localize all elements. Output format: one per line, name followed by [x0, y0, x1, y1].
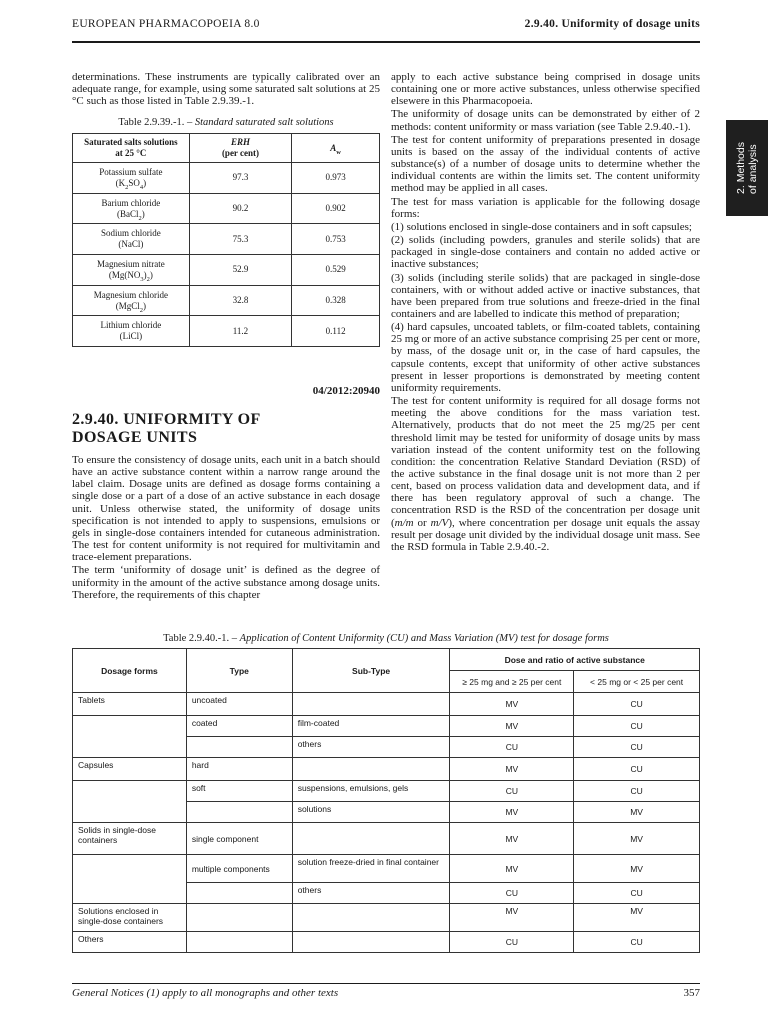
formula-subscript: 2	[125, 183, 129, 191]
table-row	[73, 163, 380, 194]
left-column-body	[72, 454, 380, 601]
salt-solutions-table	[72, 133, 380, 347]
salt-name-cell	[73, 163, 190, 194]
section-title	[72, 411, 380, 447]
formula-part: (Mg(NO	[108, 269, 141, 280]
cell-value: MV	[574, 823, 700, 855]
aw-column-header	[292, 134, 380, 163]
cell-empty	[73, 737, 187, 758]
rsd-text-or: or	[413, 516, 431, 529]
cell-single-component: single component	[186, 823, 292, 855]
formula-part: (NaCl)	[118, 239, 144, 250]
cell-empty	[73, 802, 187, 823]
salt-name: Barium chloride	[101, 197, 161, 208]
salt-name: Magnesium nitrate	[96, 258, 165, 269]
dose-ratio-header: Dose and ratio of active substance	[450, 649, 700, 671]
erh-column-header	[189, 134, 292, 163]
side-tab-line2: of analysis	[747, 144, 759, 194]
footer-notice: General Notices (1) apply to all monographs and other texts	[72, 987, 339, 999]
cell-value: MV	[450, 855, 574, 883]
cell-empty	[292, 758, 450, 781]
salt-column-header	[73, 134, 190, 163]
salt-formula	[115, 300, 146, 314]
salt-name: Sodium chloride	[100, 228, 161, 239]
page-number: 357	[683, 987, 700, 999]
cell-solutions: solutions	[292, 802, 450, 823]
table-row	[73, 781, 700, 802]
footer-rule	[72, 983, 700, 984]
cell-empty	[186, 932, 292, 953]
salt-table-header-row	[73, 134, 380, 163]
salt-name-cell	[73, 316, 190, 347]
salt-name-cell	[73, 224, 190, 255]
paragraph-mass-variation: The test for mass variation is applicable for the following dosage forms:	[391, 195, 700, 220]
aw-value: 0.902	[292, 193, 380, 224]
cell-value: CU	[450, 781, 574, 802]
aw-value: 0.973	[292, 163, 380, 194]
salt-table-caption-number: Table 2.9.39.-1. –	[118, 117, 193, 128]
aw-value: 0.753	[292, 224, 380, 255]
cell-capsules: Capsules	[73, 758, 187, 781]
erh-value: 75.3	[189, 224, 292, 255]
cell-freeze-dried: solution freeze-dried in final container	[292, 855, 450, 883]
running-header	[72, 18, 700, 36]
cell-value: MV	[450, 693, 574, 716]
cell-value: CU	[450, 883, 574, 904]
rsd-text-b: ), where concentration per dosage unit equals the assay result per dosage unit divided by the individual dosage unit mass. See the RSD formula in Table 2.9.40.-2.	[391, 516, 700, 553]
cell-solutions-enclosed: Solutions enclosed in single-dose containers	[73, 904, 187, 932]
table-row	[73, 224, 380, 255]
paragraph-apply: apply to each active substance being comprised in dosage units containing one or more active substances, unless otherwise specified elsewere in this Pharmacopoeia.	[391, 71, 700, 108]
cell-empty	[186, 883, 292, 904]
aw-value: 0.328	[292, 285, 380, 316]
formula-part: SO	[128, 177, 140, 188]
erh-value: 97.3	[189, 163, 292, 194]
paragraph-rsd	[391, 395, 700, 553]
cell-soft: soft	[186, 781, 292, 802]
aw-value: 0.112	[292, 316, 380, 347]
formula-part: (K	[115, 177, 126, 188]
monograph-code: 04/2012:20940	[312, 385, 380, 397]
cell-value: MV	[450, 716, 574, 737]
cell-value: CU	[450, 737, 574, 758]
table-row	[73, 802, 700, 823]
salt-name: Magnesium chloride	[93, 289, 168, 300]
table-row	[73, 904, 700, 932]
cu-table-header-row	[73, 649, 700, 671]
list-item-1: (1) solutions enclosed in single-dose containers and in soft capsules;	[391, 220, 692, 233]
aw-header-subscript: w	[336, 148, 341, 156]
list-item-4: (4) hard capsules, uncoated tablets, or film-coated tablets, containing 25 mg or more of an active substance comprising 25 per cent or more, by mass, of the dosage unit or, in the case of hard capsules, the capsule contents, except that uniformity of other active substances present in lesser proportions is demonstrated by meeting content uniformity requirements.	[391, 321, 700, 394]
formula-part: )	[143, 177, 147, 188]
salt-header-line2: at 25 °C	[115, 148, 147, 158]
cell-empty	[292, 693, 450, 716]
salt-formula	[118, 239, 143, 249]
salt-name-cell	[73, 193, 190, 224]
cell-solids: Solids in single-dose containers	[73, 823, 187, 855]
erh-value: 32.8	[189, 285, 292, 316]
cell-value: MV	[450, 802, 574, 823]
cell-value: MV	[450, 758, 574, 781]
salt-table-body	[73, 163, 380, 347]
cell-others: others	[292, 883, 450, 904]
cell-value: MV	[574, 802, 700, 823]
paragraph-consistency: To ensure the consistency of dosage units, each unit in a batch should have an active substance content within a narrow range around the label claim. Dosage units are defined as dosage forms containing a single dose or a part of a dose of an active substance in each dosage unit. Unless otherwise stated, the uniformity of dosage units specification is not intended to apply to suspensions, emulsions or gels in single-dose containers intended for cutaneous administration. The test for content uniformity is not required for multivitamin and trace-element preparations.	[72, 454, 380, 564]
formula-subscript: 3	[140, 275, 144, 283]
cu-mv-table	[72, 648, 700, 953]
erh-header-line2: (per cent)	[221, 148, 260, 158]
cell-value: CU	[574, 737, 700, 758]
cell-tablets: Tablets	[73, 693, 187, 716]
right-column-body	[391, 71, 700, 553]
table-row	[73, 285, 380, 316]
cell-value: CU	[574, 716, 700, 737]
salt-table-caption-title: Standard saturated salt solutions	[194, 117, 334, 128]
type-header: Type	[186, 649, 292, 693]
table-row	[73, 758, 700, 781]
table-row	[73, 823, 700, 855]
header-chapter-title: 2.9.40. Uniformity of dosage units	[524, 18, 700, 30]
rsd-unit-mm: m/m	[394, 516, 414, 529]
rsd-text-a: The test for content uniformity is required for all dosage forms not meeting the above conditions for the mass variation test. Alternatively, products that do not meet the 25 mg/25 per cent threshold limit may be tested for uniformity of dosage units by mass variation instead of the content uniformity test on the following condition: the concentration Relative Standard Deviation (RSD) of the active substance in the final dosage unit is not more than 2 per cent, based on process validation data and development data, and if there has been regulatory approval of such a change. The concentration RSD is the RSD of the concentration per dosage unit (	[391, 395, 700, 529]
table-row	[73, 316, 380, 347]
table-row	[73, 716, 700, 737]
table-row	[73, 883, 700, 904]
formula-part: )	[141, 208, 145, 219]
cu-table-caption	[72, 632, 700, 645]
cell-value: CU	[574, 758, 700, 781]
cell-value: CU	[574, 693, 700, 716]
cell-value: CU	[574, 883, 700, 904]
cell-others: others	[292, 737, 450, 758]
formula-subscript: 2	[146, 275, 150, 283]
lt-25-header: < 25 mg or < 25 per cent	[574, 671, 700, 693]
cell-multiple-components: multiple components	[186, 855, 292, 883]
salt-name-cell	[73, 285, 190, 316]
cell-empty	[73, 883, 187, 904]
ge-25-header: ≥ 25 mg and ≥ 25 per cent	[450, 671, 574, 693]
aw-header-symbol: A	[330, 142, 337, 153]
table-row	[73, 193, 380, 224]
salt-name: Potassium sulfate	[99, 166, 163, 177]
subtype-header: Sub-Type	[292, 649, 450, 693]
table-row	[73, 693, 700, 716]
formula-subscript: 2	[139, 306, 143, 314]
section-side-tab	[726, 120, 768, 216]
erh-value: 52.9	[189, 255, 292, 286]
cu-table-caption-number: Table 2.9.40.-1. –	[163, 633, 238, 644]
cell-value: MV	[574, 904, 700, 932]
formula-subscript: 2	[138, 214, 142, 222]
side-tab-label	[735, 142, 759, 194]
cell-value: CU	[574, 781, 700, 802]
section-title-line2: DOSAGE UNITS	[72, 429, 198, 446]
header-pharmacopoeia-title: EUROPEAN PHARMACOPOEIA 8.0	[72, 18, 260, 30]
dosage-forms-header: Dosage forms	[73, 649, 187, 693]
paragraph-term-definition: The term ‘uniformity of dosage unit’ is defined as the degree of uniformity in the amount of the active substance among dosage units. Therefore, the requirements of this chapter	[72, 564, 380, 601]
cell-empty	[73, 855, 187, 883]
paragraph-content-uniformity: The test for content uniformity of preparations presented in dosage units is based on the assay of the individual contents of active substance(s) of a number of dosage units to determine whether the individual contents are within the limits set. The content uniformity method may be applied in all cases.	[391, 133, 700, 195]
erh-value: 11.2	[189, 316, 292, 347]
formula-part: )	[143, 269, 147, 280]
formula-part: )	[142, 300, 146, 311]
intro-paragraph: determinations. These instruments are typically calibrated over an adequate range, for example, using some saturated salt solutions at 25 °C such as those listed in Table 2.9.39.-1.	[72, 71, 380, 108]
cu-table-caption-title: Application of Content Uniformity (CU) and Mass Variation (MV) test for dosage forms	[239, 633, 609, 644]
cell-others-form: Others	[73, 932, 187, 953]
aw-value: 0.529	[292, 255, 380, 286]
formula-part: )	[149, 269, 153, 280]
cell-coated: coated	[186, 716, 292, 737]
section-title-line1: 2.9.40. UNIFORMITY OF	[72, 411, 261, 428]
cell-empty	[292, 823, 450, 855]
table-row	[73, 737, 700, 758]
salt-formula	[108, 269, 153, 283]
formula-part: (MgCl	[115, 300, 140, 311]
header-rule	[72, 41, 700, 43]
cell-empty	[73, 716, 187, 737]
cell-value: MV	[450, 904, 574, 932]
cell-empty	[186, 802, 292, 823]
cell-suspensions: suspensions, emulsions, gels	[292, 781, 450, 802]
erh-header-line1: ERH	[230, 137, 250, 147]
cell-value: CU	[450, 932, 574, 953]
list-item-2: (2) solids (including powders, granules and sterile solids) that are packaged in single-dose containers and contain no added active or inactive substances;	[391, 234, 700, 271]
cell-empty	[292, 904, 450, 932]
salt-formula	[120, 331, 143, 341]
formula-part: (LiCl)	[119, 331, 143, 342]
salt-header-line1: Saturated salts solutions	[84, 137, 178, 147]
side-tab-line1: 2. Methods	[735, 142, 747, 194]
cell-value: MV	[574, 855, 700, 883]
list-item-3: (3) solids (including sterile solids) that are packaged in single-dose containers, with or without added active or inactive substances, that have been prepared from true solutions and freeze-dried in the final containers and are labelled to indicate this method of preparation;	[391, 271, 700, 320]
cell-empty	[292, 932, 450, 953]
salt-name-cell	[73, 255, 190, 286]
cell-empty	[186, 904, 292, 932]
cell-film-coated: film-coated	[292, 716, 450, 737]
cell-value: MV	[450, 823, 574, 855]
cell-uncoated: uncoated	[186, 693, 292, 716]
cell-value: CU	[574, 932, 700, 953]
formula-part: (BaCl	[116, 208, 139, 219]
cell-hard: hard	[186, 758, 292, 781]
cell-empty	[73, 781, 187, 802]
table-row	[73, 855, 700, 883]
left-column-intro	[72, 71, 380, 107]
table-row	[73, 255, 380, 286]
paragraph-methods: The uniformity of dosage units can be demonstrated by either of 2 methods: content uniformity or mass variation (see Table 2.9.40.-1).	[391, 108, 700, 133]
salt-formula	[116, 208, 145, 222]
formula-subscript: 4	[139, 183, 144, 191]
salt-formula	[115, 177, 147, 191]
rsd-unit-mv: m/V	[430, 516, 449, 529]
erh-value: 90.2	[189, 193, 292, 224]
table-row	[73, 932, 700, 953]
cell-empty	[186, 737, 292, 758]
salt-name: Lithium chloride	[100, 320, 162, 331]
salt-table-caption	[72, 116, 380, 129]
